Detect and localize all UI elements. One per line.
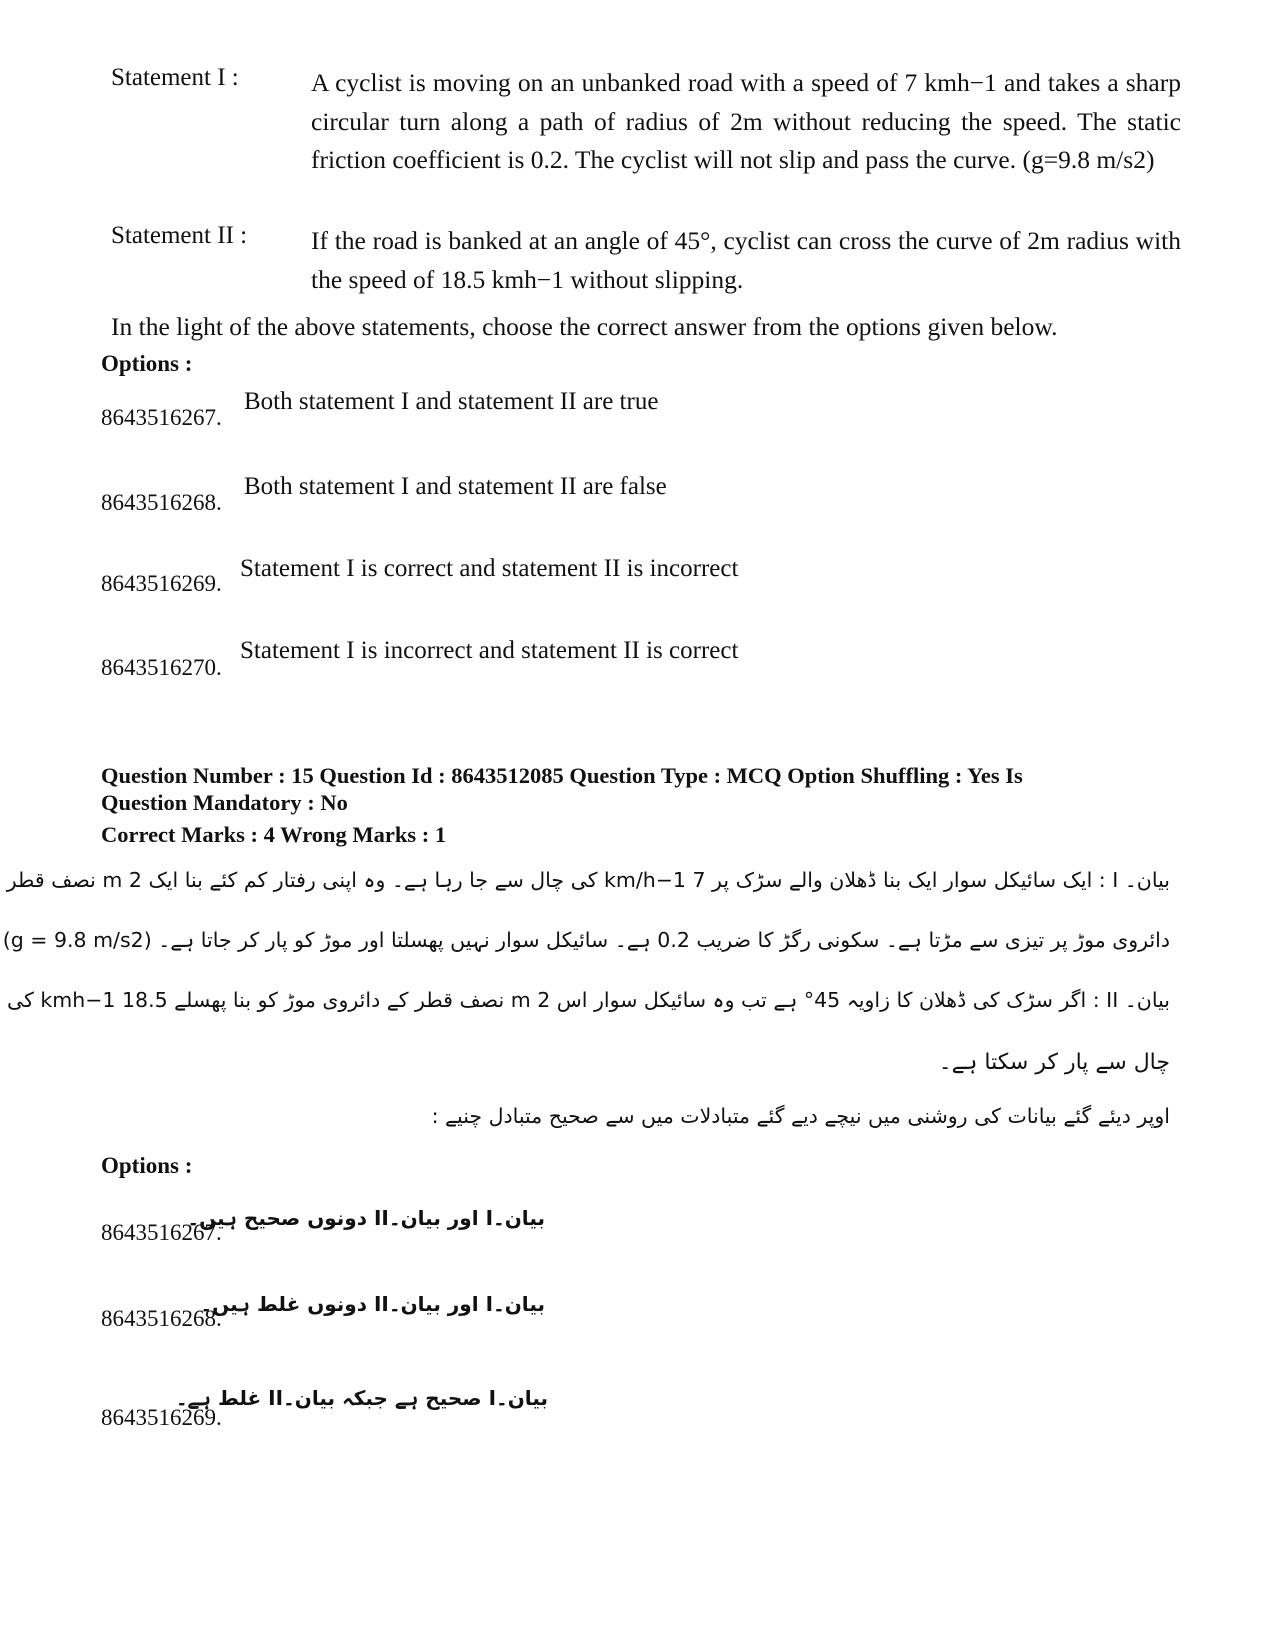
- question-meta-line2: Question Mandatory : No: [101, 790, 348, 815]
- option-id: 8643516270.: [101, 655, 222, 680]
- options-title-en: Options :: [101, 351, 193, 376]
- question-meta: [101, 762, 1181, 848]
- option-id: 8643516269.: [101, 571, 222, 596]
- option-text[interactable]: بیان۔I اور بیان۔II دونوں صحیح ہیں۔: [187, 1206, 545, 1230]
- option-id: 8643516267.: [101, 405, 222, 430]
- option-text[interactable]: Statement I is incorrect and statement II is correct: [240, 637, 739, 664]
- statement-1-label: Statement I :: [111, 64, 239, 91]
- urdu-question-line5: اوپر دیئے گئے بیانات کی روشنی میں نیچے دیے گئے متبادلات میں سے صحیح متبادل چنیے :: [431, 1104, 1170, 1128]
- options-title-ur: Options :: [101, 1153, 193, 1178]
- option-text[interactable]: Statement I is correct and statement II is incorrect: [240, 555, 739, 582]
- option-id: 8643516267.: [101, 1220, 222, 1245]
- option-text[interactable]: بیان۔I صحیح ہے جبکہ بیان۔II غلط ہے۔: [175, 1386, 548, 1410]
- statement-2-text: If the road is banked at an angle of 45°, cyclist can cross the curve of 2m radius with the speed of 18.5 kmh−1 without slipping.: [311, 226, 1181, 294]
- urdu-question-line4: چال سے پار کر سکتا ہے۔: [938, 1050, 1170, 1075]
- question-meta-line1: Question Number : 15 Question Id : 8643512085 Question Type : MCQ Option Shuffling : Yes Is: [101, 763, 1023, 788]
- statement-2-label: Statement II :: [111, 222, 248, 249]
- option-id: 8643516268.: [101, 490, 222, 515]
- option-text[interactable]: Both statement I and statement II are false: [244, 473, 667, 500]
- question-meta-line3: Correct Marks : 4 Wrong Marks : 1: [101, 822, 447, 847]
- statement-1-text: A cyclist is moving on an unbanked road with a speed of 7 kmh−1 and takes a sharp circular turn along a path of radius of 2m without reducing the speed. The static friction coefficient is 0.2. The cyclist will not slip and pass the curve. (g=9.8 m/s2): [311, 68, 1181, 174]
- urdu-question-line3: بیان۔ II : اگر سڑک کی ڈھلان کا زاویہ 45° ہے تب وہ سائیکل سوار اس 2 m نصف قطر کے دائروی موڑ کو بنا پھسلے 18.5 kmh−1 کی: [7, 988, 1170, 1012]
- urdu-question-line2: دائروی موڑ پر تیزی سے مڑتا ہے۔ سکونی رگڑ کا ضریب 0.2 ہے۔ سائیکل سوار نہیں پھسلتا اور موڑ کو پار کر جاتا ہے۔ (g = 9.8 m/s2): [2, 928, 1170, 952]
- option-text[interactable]: بیان۔I اور بیان۔II دونوں غلط ہیں۔: [200, 1292, 545, 1316]
- instruction-text: In the light of the above statements, choose the correct answer from the options given below.: [111, 312, 1058, 341]
- option-text[interactable]: Both statement I and statement II are true: [244, 388, 659, 415]
- option-id: 8643516268.: [101, 1306, 222, 1331]
- option-id: 8643516269.: [101, 1405, 222, 1430]
- urdu-question-line1: بیان۔ I : ایک سائیکل سوار ایک بنا ڈھلان والے سڑک پر 7 km/h−1 کی چال سے جا رہا ہے۔ وہ اپنی رفتار کم کئے بنا ایک 2 m نصف قطر: [6, 868, 1170, 892]
